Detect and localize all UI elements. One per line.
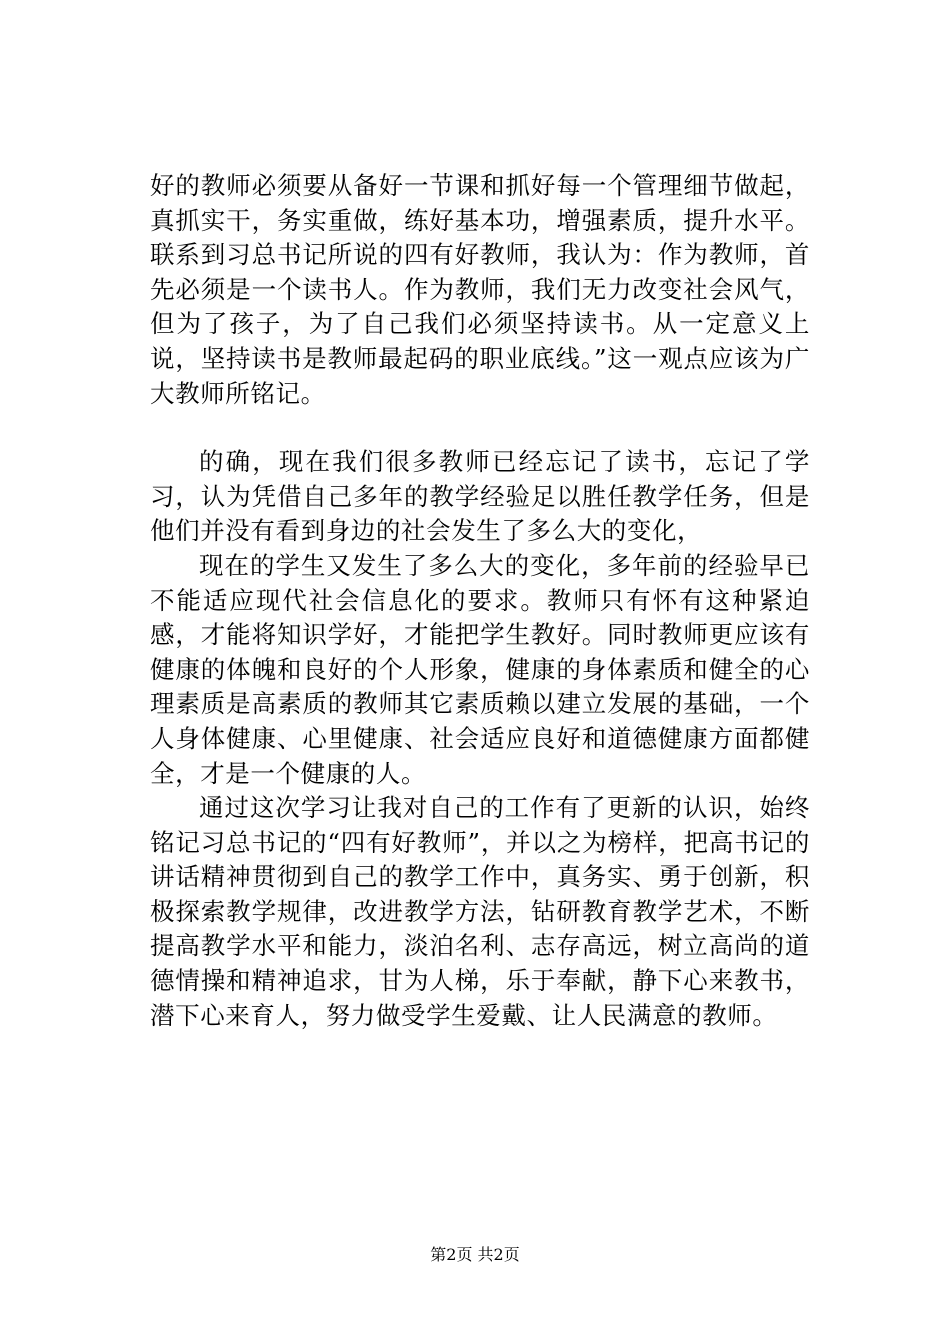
paragraph-health: 现在的学生又发生了多么大的变化，多年前的经验早已不能适应现代社会信息化的要求。教师只有怀有这种紧迫感，才能将知识学好，才能把学生教好。同时教师更应该有健康的体魄和良好的个人形象，健康的身体素质和健全的心理素质是高素质的教师其它素质赖以建立发展的基础，一个人身体健康、心里健康、社会适应良好和道德健康方面都健全，才是一个健康的人。 — [150, 550, 810, 788]
paragraph-reading: 的确，现在我们很多教师已经忘记了读书，忘记了学习，认为凭借自己多年的教学经验足以胜任教学任务，但是他们并没有看到身边的社会发生了多么大的变化， — [150, 447, 810, 546]
page-number-footer: 第2页 共2页 — [430, 1245, 520, 1264]
paragraph-continuation: 好的教师必须要从备好一节课和抓好每一个管理细节做起，真抓实干，务实重做，练好基本功，增强素质，提升水平。联系到习总书记所说的四有好教师，我认为：作为教师，首先必须是一个读书人。作为教师，我们无力改变社会风气，但为了孩子，为了自己我们必须坚持读书。从一定意义上说，坚持读书是教师最起码的职业底线。”这一观点应该为广大教师所铭记。 — [150, 171, 810, 408]
document-body — [150, 169, 810, 1033]
paragraph-conclusion: 通过这次学习让我对自己的工作有了更新的认识，始终铭记习总书记的“四有好教师”，并以之为榜样，把高书记的讲话精神贯彻到自己的教学工作中，真务实、勇于创新，积极探索教学规律，改进教学方法，钻研教育教学艺术，不断提高教学水平和能力，淡泊名利、志存高远，树立高尚的道德情操和精神追求，甘为人梯，乐于奉献，静下心来教书，潜下心来育人，努力做受学生爱戴、让人民满意的教师。 — [150, 793, 810, 1030]
